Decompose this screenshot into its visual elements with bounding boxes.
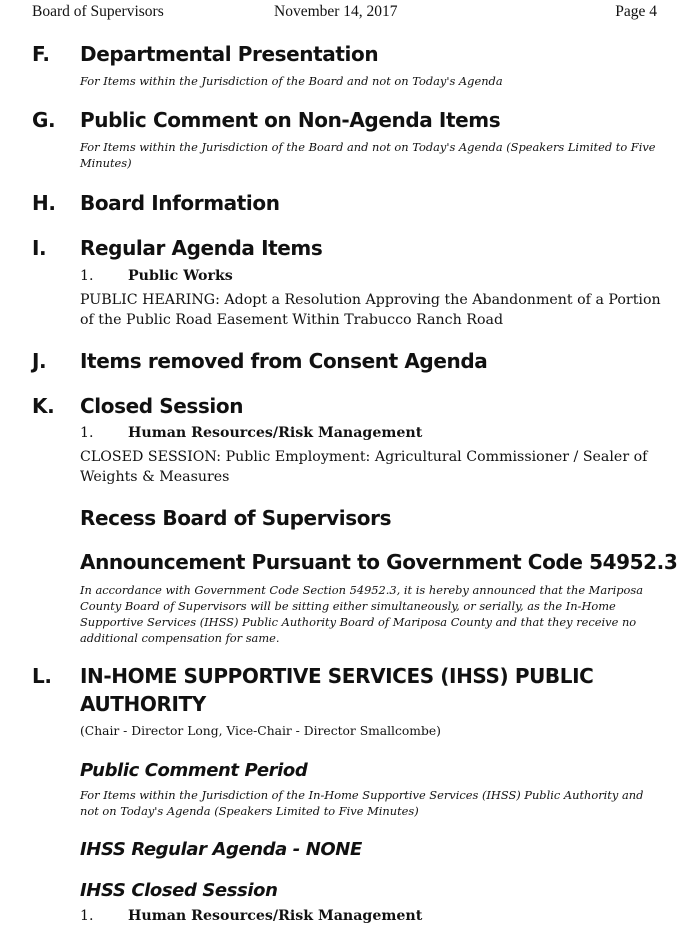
header-board-name: Board of Supervisors <box>32 3 164 20</box>
section-k-item-text: CLOSED SESSION: Public Employment: Agricultural Commissioner / Sealer of Weights & Measures <box>80 449 648 485</box>
section-i-title: Regular Agenda Items <box>80 236 323 260</box>
section-i-letter: I. <box>32 236 47 260</box>
section-f-note: For Items within the Jurisdiction of the Board and not on Today's Agenda <box>80 74 503 88</box>
ihss-closed-item-number: 1. <box>80 908 94 924</box>
ihss-closed-session-title: IHSS Closed Session <box>80 880 278 901</box>
section-k-letter: K. <box>32 394 55 418</box>
public-comment-title: Public Comment Period <box>80 760 308 781</box>
section-l-title-line1: IN-HOME SUPPORTIVE SERVICES (IHSS) PUBLIC <box>80 664 594 688</box>
section-j-letter: J. <box>32 349 47 373</box>
section-i-item-text: PUBLIC HEARING: Adopt a Resolution Approving the Abandonment of a Portion of the Public Road Easement Within Trabucco Ranch Road <box>80 292 661 328</box>
section-l-letter: L. <box>32 664 52 688</box>
section-l-chairs: (Chair - Director Long, Vice-Chair - Director Smallcombe) <box>80 724 441 738</box>
section-f-letter: F. <box>32 42 50 66</box>
section-k-item-number: 1. <box>80 425 94 441</box>
section-i-item-title: Public Works <box>128 268 233 284</box>
section-f-title: Departmental Presentation <box>80 42 379 66</box>
section-j-title: Items removed from Consent Agenda <box>80 349 488 373</box>
section-g-note: For Items within the Jurisdiction of the Board and not on Today's Agenda (Speakers Limited to Five Minutes) <box>80 140 656 170</box>
announcement-note: In accordance with Government Code Section 54952.3, it is hereby announced that the Mariposa County Board of Supervisors will be sitting either simultaneously, or serially, as the In-Home Supportive Services (IHSS) Public Authority Board of Mariposa County and that they receive no additional compensation for same. <box>80 583 644 645</box>
recess-title: Recess Board of Supervisors <box>80 506 392 530</box>
section-h-title: Board Information <box>80 191 280 215</box>
announcement-title: Announcement Pursuant to Government Code 54952.3 <box>80 550 678 574</box>
header-page-number: Page 4 <box>615 3 657 20</box>
ihss-closed-item-title: Human Resources/Risk Management <box>128 908 423 924</box>
section-i-item-number: 1. <box>80 268 94 284</box>
public-comment-note: For Items within the Jurisdiction of the In-Home Supportive Services (IHSS) Public Authority and not on Today's Agenda (Speakers Limited to Five Minutes) <box>80 788 644 818</box>
ihss-regular-agenda-title: IHSS Regular Agenda - NONE <box>80 839 362 860</box>
section-h-letter: H. <box>32 191 56 215</box>
section-g-letter: G. <box>32 108 56 132</box>
header-date: November 14, 2017 <box>274 3 398 20</box>
section-k-title: Closed Session <box>80 394 244 418</box>
section-k-item-title: Human Resources/Risk Management <box>128 425 423 441</box>
section-l-title-line2: AUTHORITY <box>80 692 206 716</box>
section-g-title: Public Comment on Non-Agenda Items <box>80 108 501 132</box>
